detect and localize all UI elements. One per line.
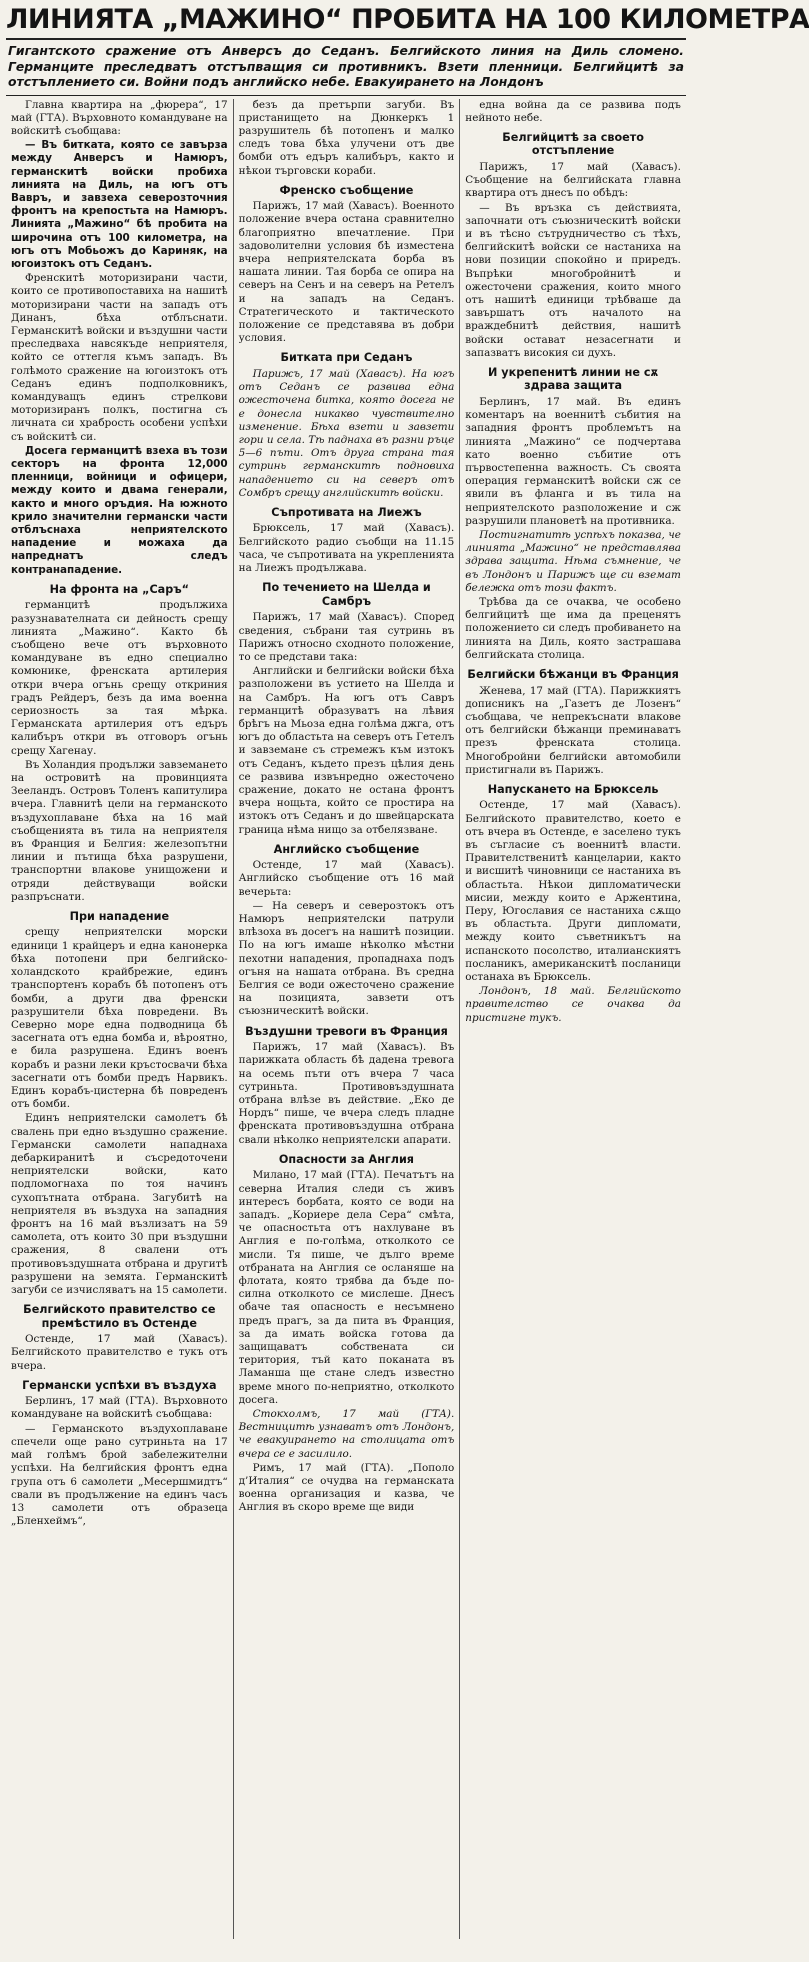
article-paragraph: Парижъ, 17 май (Хавасъ). Според сведения, събрани тая сутринь въ Парижъ относно сходното положение, то се представи така:	[238, 611, 455, 663]
article-paragraph: — Германското въздухоплаване спечели още рано сутриньта на 17 май голѣмъ брой забележителни успѣхи. На белгийския фронтъ една група отъ 6 самолети „Месершмидтъ“ свали въ продължение на единъ часъ 13 самолети отъ образеца „Бленхеймъ“,	[11, 1422, 228, 1528]
section-heading: И укрепенитѣ линии не сѫ здрава защита	[488, 365, 659, 393]
article-paragraph: Английски и белгийски войски бѣха разположени въ устието на Шелда и на Самбръ. На югъ отъ Савръ германцитѣ образуватъ на лѣвия брѣгъ на Мьоза една голѣма джга, отъ югъ до областьта на северъ отъ Гетелъ и завземане съ стремежъ към изтокъ отъ Седанъ, където презъ цѣлия день се развива извънредно ожесточено сражение, докато не остана фронтъ вчера нощьта, който се простира на изтокъ отъ Седанъ и до швейцарската граница нѣма нищо за отбелязване.	[238, 665, 455, 836]
article-paragraph: Стокхолмъ, 17 май (ГТА). Вестницитѣ узнаватъ отъ Лондонъ, че евакуирането на столицата отъ вчера се е засилило.	[238, 1407, 455, 1460]
article-paragraph: Парижъ, 17 май (Хавасъ). Съобщение на белгийската главна квартира отъ днесъ по обѣдъ:	[465, 160, 681, 200]
subheadline: Гигантското сражение отъ Анверсъ до Седанъ. Белгийското линия на Диль сломено. Германците преследватъ отстъпващия си противникъ. Взети пленници. Белгийцитѣ за отстъплението си. Войни подъ английско небе. Евакуирането на Лондонъ	[6, 40, 686, 96]
article-paragraph: Постигнатитѣ успѣхъ показва, че линията „Мажино“ не представлява здрава защита. Нѣма съмнение, че въ Лондонъ и Парижъ ще си вземат бележка отъ този фактъ.	[465, 528, 681, 594]
section-heading: По течението на Шелда и Самбръ	[262, 581, 431, 608]
section-heading: При нападение	[69, 909, 170, 923]
article-paragraph: — На северъ и северозтокъ отъ Намюръ неприятелски патрули влѣзоха въ досегъ на нашитѣ позиции. По на югъ имаше нѣколко мѣстни пехотни нападения, пропаднаха подъ огъня на нашата отбрана. Въ средна Белгия се води ожесточено сражение на позицията, завзети отъ съюзническитѣ войски.	[238, 899, 455, 1018]
article-paragraph: Трѣбва да се очаква, че особено белгийцитѣ ще има да преценятъ положението си следъ пробиването на линията на Диль, която застрашава белгийската столица.	[465, 596, 681, 661]
article-paragraph: Парижъ, 17 май (Хавасъ). Военното положение вчера остана сравнително благоприятно впечатление. При задоволителни условия бѣ изместена вчера неприятелската борба въ нашата линии. Тая борба се опира на северъ на Сенъ и на северъ на Ретелъ и на западъ на Седанъ. Стратегическото и тактическото положение се представява въ добри условия.	[238, 200, 455, 345]
article-paragraph: Лондонъ, 18 май. Белгийското правителство се очаква да пристигне тукъ.	[465, 985, 681, 1024]
section-heading: Германски успѣхи въ въздуха	[22, 1378, 217, 1392]
section-heading: Белгийцитѣ за своето отстъпление	[502, 130, 644, 158]
article-paragraph: Римъ, 17 май (ГТА). „Пополо д’Италия“ се очудва на германската военна организация и казва, че Англия въ скоро време ще види	[238, 1461, 455, 1514]
headline: ЛИНИЯТА „МАЖИНО“ ПРОБИТА НА 100 КИЛОМЕТРА	[6, 4, 686, 40]
article-paragraph: Досега германцитѣ взеха въ този секторъ на фронта 12,000 пленници, войници и офицери, между които и двама генерали, както и много оръдия. На южното крило значителни германски части отблъснаха неприятелското нападение и можаха да напреднатъ следъ контранападение.	[11, 444, 228, 576]
column-1	[6, 99, 233, 1939]
article-paragraph: срещу неприятелски морски единици 1 крайцеръ и една канонерка бѣха потопени при белгийско-холандското крайбрежие, единъ транспортенъ корабъ бѣ потопенъ отъ бомби, а други два френски разрушители бѣха повредени. Въ Северно море една подводница бѣ засегната отъ една бомба и, вѣроятно, е била разрушена. Единъ военъ корабъ и разни леки кръстосвачи бѣха засегнати отъ бомби предъ Нарвикъ. Единъ корабъ-цистерна бѣ повреденъ отъ бомби.	[11, 926, 228, 1111]
section-heading: Опасности за Англия	[278, 1152, 414, 1166]
section-heading: Френско съобщение	[279, 183, 414, 197]
article-paragraph: Остенде, 17 май (Хавасъ). Белгийското правителство е тукъ отъ вчера.	[11, 1333, 228, 1372]
article-paragraph: безъ да претърпи загуби. Въ пристанището на Дюнкеркъ 1 разрушитель бѣ потопенъ и малко следъ това бѣха улучени отъ две бомби отъ едъръ калибъръ, както и нѣкои търговски кораби.	[238, 98, 455, 177]
section-heading: Белгийското правителство се премѣстило въ Остенде	[23, 1303, 216, 1330]
article-paragraph: Парижъ, 17 май (Хавасъ). Въ парижката область бѣ дадена тревога на осемь пъти отъ вчера 7 часа сутриньта. Противовъздушната отбрана влѣзе въ действие. „Еко де Нордъ“ пише, че вчера следъ пладне френската противовъздушна отбрана свали нѣколко неприятелски апарати.	[238, 1041, 455, 1146]
article-paragraph: Френскитѣ моторизирани части, които се противопоставиха на нашитѣ моторизирани части на западъ отъ Динанъ, бѣха отблъснати. Германскитѣ войски и въздушни части преследваха навсякъде неприятеля, който се оттегля къмъ западъ. Въ голѣмото сражение на югоизтокъ отъ Седанъ единъ подполковникъ, командуващъ единъ стрелкови моторизиранъ полкъ, постигна съ личната си храбрость особени успѣхи съ войскитѣ си.	[11, 272, 228, 443]
article-paragraph: Единъ неприятелски самолетъ бѣ свалень при едно въздушно сражение. Германски самолети нападнаха дебаркиранитѣ и съсредоточени неприятелски войски, като подломогнаха по тоя начинъ сухопътната отбрана. Загубитѣ на неприятеля въ въздуха на западния фронтъ на 16 май възлизатъ на 59 самолета, отъ които 30 при въздушни сражения, 8 свалени отъ противовъздушната отбрана и другитѣ разрушени на земята. Германскитѣ загуби се изчисляватъ на 15 самолети.	[11, 1112, 228, 1296]
article-paragraph: — Въ битката, която се завърза между Анверсъ и Намюръ, германскитѣ войски пробиха линията на Диль, на югъ отъ Вавръ, и завзеха северозточния фронтъ на крепостьта на Намюръ. Линията „Мажино“ бѣ пробита на широчина отъ 100 километра, на югъ отъ Мобьожъ до Кариняк, на югоизтокъ отъ Седанъ.	[11, 139, 228, 270]
section-heading: На фронта на „Саръ“	[49, 582, 189, 596]
article-paragraph: Берлинъ, 17 май (ГТА). Върховното командуване на войскитѣ съобщава:	[11, 1395, 228, 1421]
article-paragraph: германцитѣ продължиха разузнавателната си дейность срещу линията „Мажино“. Както бѣ съобщено вече отъ върховното командуване въ едно специално комюнике, френската артилерия откри вчера огънь срещу откриния градъ Рейдеръ, безъ да има военна сериозность за тая мѣрка. Германската артилерия отъ едъръ калибъръ откри въ отговоръ огънь срещу Хагенау.	[11, 599, 228, 757]
article-paragraph: Брюксель, 17 май (Хавасъ). Белгийското радио съобщи на 11.15 часа, че съпротивата на укрепленията на Лиежъ продължава.	[238, 522, 455, 575]
article-paragraph: Остенде, 17 май (Хавасъ). Английско съобщение отъ 16 май вечерьта:	[238, 859, 455, 898]
article-columns	[6, 96, 686, 1939]
section-heading: Английско съобщение	[273, 842, 420, 856]
article-paragraph: Остенде, 17 май (Хавасъ). Белгийското правителство, което е отъ вчера въ Остенде, е заселено тукъ въ съгласие съ военнитѣ власти. Правителственитѣ канцеларии, както и висшитѣ чиновници се настаниха въ областьта. Нѣкои дипломатически мисии, между които е Аржентина, Перу, Югославия се настаниха сѫщо въ областьта. Други дипломати, между които съветникътъ на испанското посолство, италианскиятъ посланикъ, американскитѣ посланици останаха въ Брюксель.	[465, 799, 681, 984]
article-paragraph: — Въ връзка съ действията, започнати отъ съюзническитѣ войски и въ тѣсно сътрудничество съ тѣхъ, белгийскитѣ войски се настаниха на нови позиции спокойно и приредъ. Въпрѣки многобройнитѣ и ожесточени сражения, които много отъ нашитѣ единици трѣбваше да завършатъ отъ началото на враждебнитѣ действия, нашитѣ войски остават незасегнати и запазватъ високия си духъ.	[465, 201, 681, 359]
article-paragraph: Въ Холандия продължи завземането на островитѣ на провинцията Зееландъ. Островъ Толенъ капитулира вчера. Главнитѣ цели на германското въздухоплаване бѣха на 16 май съобщенията въ тила на неприятеля въ Франция и Белгия: железопътни линии и пътища бѣха разрушени, транспортни влакове унищожени и отряди действуващи войски разпръснати.	[11, 758, 228, 903]
article-paragraph: Главна квартира на „фюрера“, 17 май (ГТА). Върховното командуване на войскитѣ съобщава:	[11, 98, 228, 137]
section-heading: Напускането на Брюксель	[487, 782, 659, 796]
column-3	[459, 99, 686, 1939]
article-paragraph: Женева, 17 май (ГТА). Парижкиятъ дописникъ на „Газетъ де Лозенъ“ съобщава, че непрекъснати влакове отъ белгийски бѣжанци преминаватъ презъ френската столица. Многобройни белгийски автомобили пристигнали въ Парижъ.	[465, 684, 681, 776]
article-paragraph: Берлинъ, 17 май. Въ единъ коментаръ на военнитѣ събития на западния фронтъ проблемътъ на линията „Мажино“ се подчертава като военно събитие отъ първостепенна важность. Съ своята операция германскитѣ войски сж се явили въ фланга и въ тила на неприятелското разположение и сж разрушили плановетѣ на противника.	[465, 395, 681, 527]
column-2	[233, 99, 460, 1939]
article-paragraph: Милано, 17 май (ГТА). Печатътъ на северна Италия следи съ живъ интересъ борбата, която се води на западъ. „Кориере дела Сера“ смѣта, че опасностьта отъ нахлуване въ Англия е по-голѣма, отколкото се мисли. Тя пише, че дълго време отбраната на Англия се осланяше на флотата, която трябва да бъде по-силна отколкото се мислеше. Днесъ обаче тая опасность е несъмнено предъ прагъ, за да пита въ Франция, за да имать войска готова да защищаватъ собствената си територия, тъй като поканата въ Ламанша ще стане следъ известно време много по-неприятно, отколкото досега.	[238, 1169, 455, 1406]
section-heading: Битката при Седанъ	[280, 351, 413, 365]
section-heading: Белгийски бѣжанци въ Франция	[467, 668, 679, 682]
article-paragraph: една война да се развива подъ нейното небе.	[465, 98, 681, 124]
article-paragraph: Парижъ, 17 май (Хавасъ). На югъ отъ Седанъ се развива една ожесточена битка, която досега не е донесла никакво чувствително изменение. Бѣха взети и завзети гори и села. Тѣ паднаха въ разни ръце 5—6 пъти. Отъ друга страна тая сутринь германскитѣ подновиха нападението си на северъ отъ Сомбръ срещу английскитѣ войски.	[238, 367, 455, 499]
section-heading: Съпротивата на Лиежъ	[271, 505, 422, 519]
section-heading: Въздушни тревоги въ Франция	[245, 1024, 448, 1038]
